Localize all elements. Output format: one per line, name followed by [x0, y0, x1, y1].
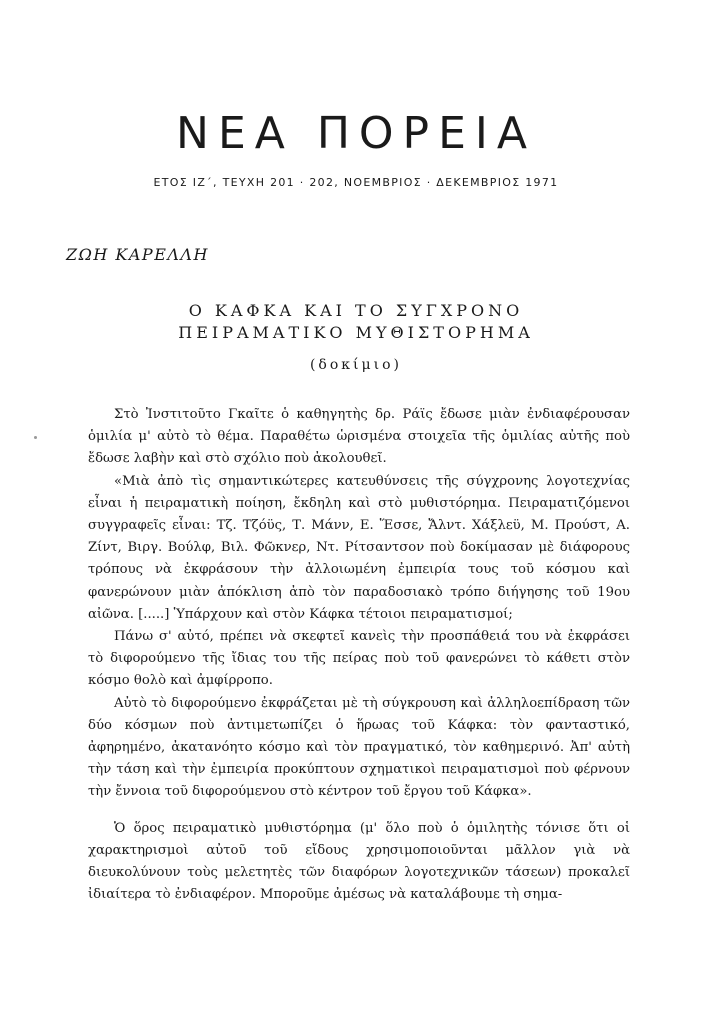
journal-title: ΝΕΑ ΠΟΡΕΙΑ	[176, 108, 536, 159]
issue-line: ΕΤΟΣ ΙΖ΄, ΤΕΥΧΗ 201 · 202, ΝΟΕΜΒΡΙΟΣ · ΔΕΚΕΜΒΡΙΟΣ 1971	[153, 176, 559, 189]
article-genre: (δοκίμιο)	[309, 357, 403, 373]
body-paragraph: Στὸ Ἰνστιτοῦτο Γκαῖτε ὁ καθηγητὴς δρ. Ράϊς ἔδωσε μιὰν ἐνδιαφέρουσαν ὁμιλία μ' αὐτὸ τὸ θέμα. Παραθέτω ὡρισμένα στοιχεῖα τῆς ὁμιλίας αὐτῆς ποὺ ἔδωσε λαβὴν καὶ στὸ σχόλιο ποὺ ἀκολουθεῖ.	[88, 407, 630, 467]
body-paragraph: Πάνω σ' αὐτό, πρέπει νὰ σκεφτεῖ κανεὶς τὴν προσπάθειά του νὰ ἐκφράσει τὸ διφορούμενο τῆς ἴδιας του τῆς πείρας ποὺ τοῦ φανερώνει τὸ κάθετι στὸν κόσμο θολὸ καὶ ἀμφίρροπο.	[88, 629, 630, 689]
article-title-line-1: Ο ΚΑΦΚΑ ΚΑΙ ΤΟ ΣΥΓΧΡΟΝΟ	[188, 301, 524, 320]
body-paragraph: Ὁ ὅρος πειραματικὸ μυθιστόρημα (μ' ὅλο ποὺ ὁ ὁμιλητὴς τόνισε ὅτι οἱ χαρακτηρισμοὶ αὐτοῦ τοῦ εἴδους χρησιμοποιοῦνται μᾶλλον γιὰ νὰ διευκολύνουν τοὺς μελετητὲς τῶν διαφόρων λογοτεχνικῶν τάσεων) προκαλεῖ ἰδιαίτερα τὸ ἐνδιαφέρον. Μποροῦμε ἀμέσως νὰ καταλάβουμε τὴ σημα-	[88, 820, 630, 903]
body-paragraph: Αὐτὸ τὸ διφορούμενο ἐκφράζεται μὲ τὴ σύγκρουση καὶ ἀλληλοεπίδραση τῶν δύο κόσμων ποὺ ἀντιμετωπίζει ὁ ἥρωας τοῦ Κάφκα: τὸν φανταστικό, ἀφηρημένο, ἀκατανόητο κόσμο καὶ τὸν πραγματικό, τὸν καθημερινό. Ἀπ' αὐτὴ τὴν τάση καὶ τὴν ἐμπειρία προκύπτουν σχηματικοὶ πειραματισμοὶ ποὺ φέρνουν τὴν ἔννοια τοῦ διφορούμενου στὸ κέντρον τοῦ ἔργου τοῦ Κάφκα».	[88, 695, 630, 800]
article-body	[88, 404, 630, 906]
scan-speck	[34, 436, 37, 439]
article-title-line-2: ΠΕΙΡΑΜΑΤΙΚΟ ΜΥΘΙΣΤΟΡΗΜΑ	[178, 323, 534, 342]
body-paragraph: «Μιὰ ἀπὸ τὶς σημαντικώτερες κατευθύνσεις τῆς σύγχρονης λογοτεχνίας εἶναι ἡ πειραματικὴ ποίηση, ἔκδηλη καὶ στὸ μυθιστόρημα. Πειραματιζόμενοι συγγραφεῖς εἶναι: Τζ. Τζόϋς, Τ. Μάνν, Ε. Ἕσσε, Ἄλντ. Χάξλεϋ, Μ. Προύστ, Α. Ζίντ, Βιργ. Βούλφ, Βιλ. Φῶκνερ, Ντ. Ρίτσαντσον ποὺ δοκίμασαν μὲ διάφορους τρόπους νὰ ἐκφράσουν τὴν ἀλλοιωμένη ἐμπειρία τους τοῦ κόσμου καὶ φανερώνουν μιὰν ἀπόκλιση ἀπὸ τὸν παραδοσιακὸ τρόπο διήγησης τοῦ 19ου αἰῶνα. [.....] Ὑπάρχουν καὶ στὸν Κάφκα τέτοιοι πειραματισμοί;	[88, 473, 630, 622]
article-title	[0, 300, 712, 344]
article-author: ΖΩΗ ΚΑΡΕΛΛΗ	[66, 245, 209, 264]
